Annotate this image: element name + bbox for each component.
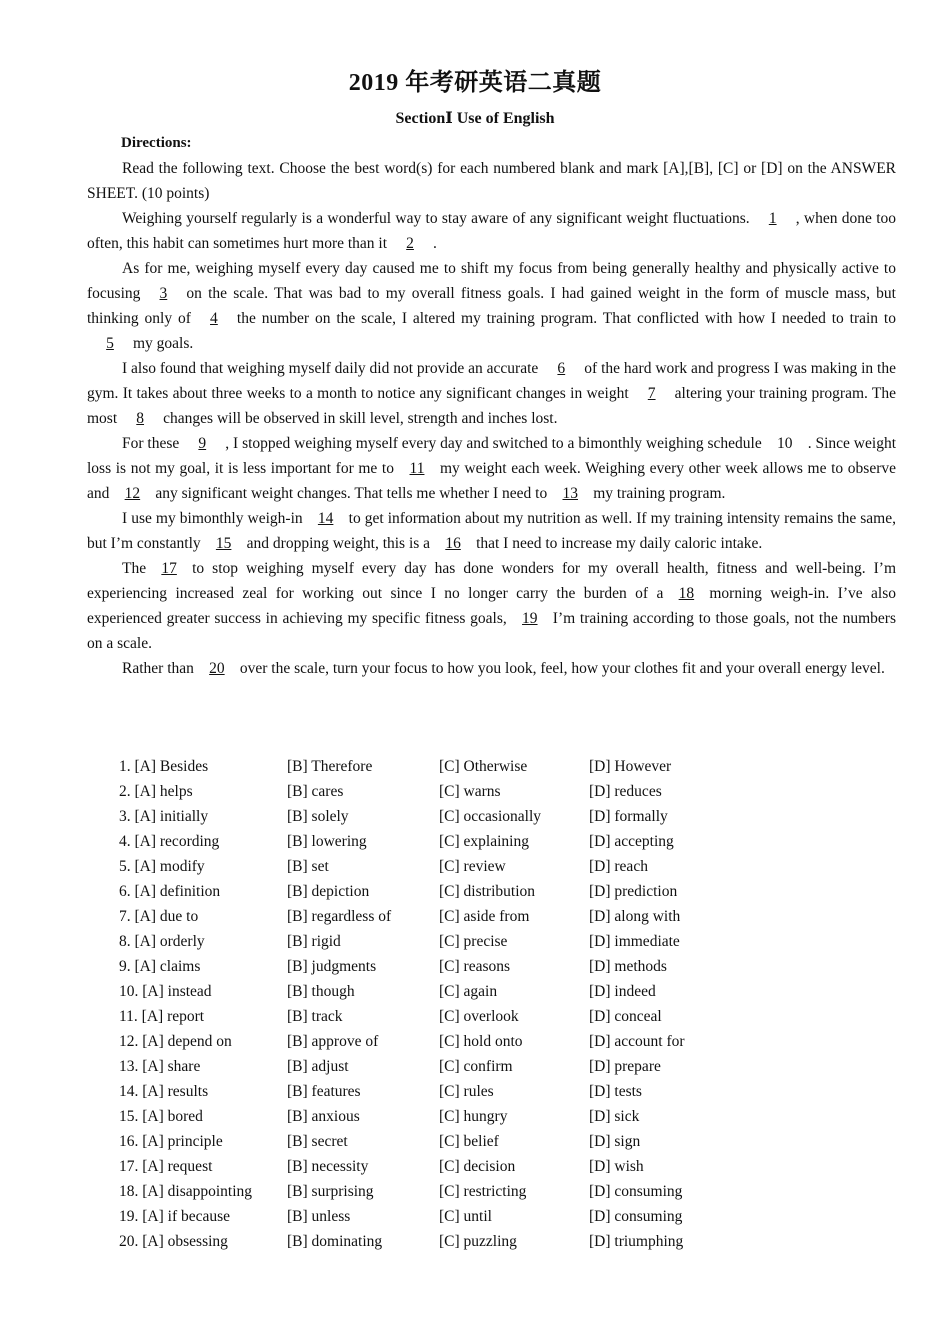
- option-row-9: [119, 954, 729, 979]
- option-b: [B] secret: [287, 1133, 348, 1150]
- option-d: [D] consuming: [589, 1208, 683, 1225]
- option-b: [B] features: [287, 1083, 361, 1100]
- option-a: 19. [A] if because: [119, 1208, 231, 1225]
- option-b: [B] rigid: [287, 933, 341, 950]
- blank-18: 18: [678, 585, 695, 602]
- option-a: 2. [A] helps: [119, 783, 193, 800]
- passage-text: altering your training program. The most: [87, 385, 896, 427]
- passage-text: , when done too often, this habit can sometimes hurt more than it: [87, 210, 897, 252]
- option-d: [D] indeed: [589, 983, 656, 1000]
- option-row-4: [119, 829, 729, 854]
- option-b: [B] depiction: [287, 883, 370, 900]
- section-heading: SectionⅠ Use of English: [395, 110, 555, 127]
- passage-text: Rather than: [122, 660, 194, 677]
- option-d: [D] sick: [589, 1108, 640, 1125]
- option-d: [D] reduces: [589, 783, 662, 800]
- blank-9: 9: [198, 435, 207, 452]
- option-c: [C] occasionally: [439, 808, 542, 825]
- option-a: 12. [A] depend on: [119, 1033, 232, 1050]
- option-c: [C] aside from: [439, 908, 530, 925]
- option-row-13: [119, 1054, 729, 1079]
- option-d: [D] accepting: [589, 833, 674, 850]
- option-row-14: [119, 1079, 729, 1104]
- blank-3: 3: [159, 285, 168, 302]
- option-d: [D] sign: [589, 1133, 641, 1150]
- option-row-20: [119, 1229, 729, 1254]
- blank-4: 4: [210, 310, 218, 327]
- option-c: [C] confirm: [439, 1058, 513, 1075]
- passage-text: to stop weighing myself every day has done wonders for my overall health, fitness and well-being. I’m experiencing increased zeal for working out since I no longer carry the burden of a: [87, 560, 896, 602]
- passage-text: morning weigh-in. I’ve also experienced greater success in achieving my specific fitness goals,: [87, 585, 896, 627]
- page-title: 2019 年考研英语二真题: [348, 70, 602, 96]
- option-b: [B] anxious: [287, 1108, 360, 1125]
- option-a: 15. [A] bored: [119, 1108, 203, 1125]
- directions-label: Directions:: [121, 135, 192, 151]
- option-d: [D] conceal: [589, 1008, 662, 1025]
- blank-7: 7: [647, 385, 656, 402]
- option-row-1: [119, 754, 729, 779]
- passage-paragraph: [87, 356, 896, 431]
- option-b: [B] lowering: [287, 833, 367, 850]
- option-a: 1. [A] Besides: [119, 758, 209, 775]
- blank-2: 2: [406, 235, 414, 252]
- passage-text: the number on the scale, I altered my training program. That conflicted with how I needed to train to: [236, 310, 896, 327]
- passage-text: .: [433, 235, 437, 252]
- passage-text: . Since weight loss is not my goal, it is less important for me to: [87, 435, 896, 477]
- option-row-16: [119, 1129, 729, 1154]
- blank-8: 8: [136, 410, 145, 427]
- blank-15: 15: [215, 535, 232, 552]
- option-row-17: [119, 1154, 729, 1179]
- option-row-6: [119, 879, 729, 904]
- passage-paragraph: [87, 431, 896, 506]
- blank-16: 16: [445, 535, 461, 552]
- option-row-12: [119, 1029, 729, 1054]
- option-a: 16. [A] principle: [119, 1133, 223, 1150]
- option-b: [B] dominating: [287, 1233, 383, 1250]
- passage-text: on the scale. That was bad to my overall fitness goals. I had gained weight in the form of muscle mass, but thinking only of: [87, 285, 896, 327]
- blank-14: 14: [317, 510, 334, 527]
- option-a: 11. [A] report: [119, 1008, 205, 1025]
- passage-text: over the scale, turn your focus to how you look, feel, how your clothes fit and your overall energy level.: [239, 660, 885, 677]
- option-c: [C] explaining: [439, 833, 529, 850]
- answer-options: [119, 754, 729, 1254]
- option-d: [D] triumphing: [589, 1233, 684, 1250]
- option-d: [D] immediate: [589, 933, 680, 950]
- option-b: [B] judgments: [287, 958, 377, 975]
- option-d: [D] prediction: [589, 883, 678, 900]
- directions-paragraph: [87, 156, 896, 206]
- passage-text: For these: [122, 435, 180, 452]
- option-a: 10. [A] instead: [119, 983, 212, 1000]
- option-b: [B] necessity: [287, 1158, 369, 1175]
- option-a: 4. [A] recording: [119, 833, 220, 850]
- option-c: [C] rules: [439, 1083, 494, 1100]
- passage-paragraph: [87, 506, 896, 556]
- option-c: [C] decision: [439, 1158, 516, 1175]
- option-a: 14. [A] results: [119, 1083, 209, 1100]
- option-row-10: [119, 979, 729, 1004]
- passage-text: Weighing yourself regularly is a wonderful way to stay aware of any significant weight fluctuations.: [122, 210, 750, 227]
- passage-paragraph: [87, 256, 896, 356]
- option-b: [B] approve of: [287, 1033, 379, 1050]
- option-a: 17. [A] request: [119, 1158, 213, 1175]
- option-b: [B] surprising: [287, 1183, 374, 1200]
- option-c: [C] belief: [439, 1133, 499, 1150]
- option-a: 6. [A] definition: [119, 883, 221, 900]
- option-row-3: [119, 804, 729, 829]
- option-c: [C] until: [439, 1208, 492, 1225]
- option-b: [B] solely: [287, 808, 349, 825]
- option-b: [B] adjust: [287, 1058, 349, 1075]
- option-a: 7. [A] due to: [119, 908, 199, 925]
- passage-text: I also found that weighing myself daily did not provide an accurate: [122, 360, 539, 377]
- option-c: [C] Otherwise: [439, 758, 528, 775]
- option-c: [C] overlook: [439, 1008, 519, 1025]
- option-b: [B] Therefore: [287, 758, 373, 775]
- passage-text: Read the following text. Choose the best word(s) for each numbered blank and mark [A],[B], [C] or [D] on the ANSWER SHEET. (10 points): [87, 160, 896, 202]
- passage-text: As for me, weighing myself every day caused me to shift my focus from being generally healthy and physically active to focusing: [87, 260, 896, 302]
- option-b: [B] track: [287, 1008, 343, 1025]
- blank-11: 11: [409, 460, 425, 477]
- option-a: 3. [A] initially: [119, 808, 209, 825]
- option-b: [B] set: [287, 858, 329, 875]
- passage-text: any significant weight changes. That tells me whether I need to: [155, 485, 548, 502]
- passage-text: to get information about my nutrition as well. If my training intensity remains the same, but I’m constantly: [87, 510, 896, 552]
- option-c: [C] again: [439, 983, 498, 1000]
- blank-6: 6: [557, 360, 566, 377]
- option-row-15: [119, 1104, 729, 1129]
- option-d: [D] However: [589, 758, 672, 775]
- passage-text: I’m training according to those goals, not the numbers on a scale.: [87, 610, 896, 652]
- option-d: [D] consuming: [589, 1183, 683, 1200]
- option-a: 18. [A] disappointing: [119, 1183, 253, 1200]
- option-c: [C] warns: [439, 783, 501, 800]
- option-row-18: [119, 1179, 729, 1204]
- blank-20: 20: [209, 660, 225, 677]
- option-c: [C] hungry: [439, 1108, 508, 1125]
- passage-text: The: [122, 560, 147, 577]
- option-a: 9. [A] claims: [119, 958, 201, 975]
- option-b: [B] cares: [287, 783, 344, 800]
- option-c: [C] review: [439, 858, 506, 875]
- option-row-5: [119, 854, 729, 879]
- passage-text: and dropping weight, this is a: [246, 535, 431, 552]
- option-a: 5. [A] modify: [119, 858, 205, 875]
- option-a: 13. [A] share: [119, 1058, 201, 1075]
- blank-5: 5: [106, 335, 114, 352]
- blank-10: 10: [776, 435, 793, 452]
- passage-text: changes will be observed in skill level, strength and inches lost.: [163, 410, 558, 427]
- passage-paragraph: [87, 556, 896, 656]
- passage-text: , I stopped weighing myself every day and switched to a bimonthly weighing schedule: [225, 435, 762, 452]
- passage-text: my weight each week. Weighing every other week allows me to observe and: [87, 460, 896, 502]
- option-c: [C] hold onto: [439, 1033, 523, 1050]
- option-d: [D] wish: [589, 1158, 644, 1175]
- passage-paragraph: [87, 656, 896, 681]
- option-c: [C] distribution: [439, 883, 536, 900]
- option-a: 8. [A] orderly: [119, 933, 205, 950]
- blank-17: 17: [161, 560, 177, 577]
- passage-paragraph: [87, 206, 896, 256]
- option-b: [B] regardless of: [287, 908, 392, 925]
- option-d: [D] reach: [589, 858, 648, 875]
- blank-1: 1: [768, 210, 777, 227]
- option-c: [C] restricting: [439, 1183, 527, 1200]
- passage-text: that I need to increase my daily caloric intake.: [476, 535, 763, 552]
- passage-text: my goals.: [133, 335, 194, 352]
- passage-text: of the hard work and progress I was making in the gym. It takes about three weeks to a month to notice any significant changes in weight: [87, 360, 896, 402]
- passage: [87, 156, 896, 681]
- blank-12: 12: [124, 485, 141, 502]
- option-d: [D] account for: [589, 1033, 685, 1050]
- option-row-11: [119, 1004, 729, 1029]
- option-b: [B] though: [287, 983, 355, 1000]
- option-row-2: [119, 779, 729, 804]
- passage-text: I use my bimonthly weigh-in: [122, 510, 303, 527]
- option-d: [D] along with: [589, 908, 681, 925]
- option-row-8: [119, 929, 729, 954]
- option-row-19: [119, 1204, 729, 1229]
- passage-text: my training program.: [593, 485, 726, 502]
- option-c: [C] reasons: [439, 958, 511, 975]
- option-c: [C] puzzling: [439, 1233, 517, 1250]
- option-d: [D] prepare: [589, 1058, 661, 1075]
- option-row-7: [119, 904, 729, 929]
- option-c: [C] precise: [439, 933, 508, 950]
- option-b: [B] unless: [287, 1208, 351, 1225]
- option-d: [D] formally: [589, 808, 668, 825]
- blank-13: 13: [562, 485, 578, 502]
- option-d: [D] tests: [589, 1083, 642, 1100]
- option-a: 20. [A] obsessing: [119, 1233, 228, 1250]
- option-d: [D] methods: [589, 958, 667, 975]
- blank-19: 19: [522, 610, 538, 627]
